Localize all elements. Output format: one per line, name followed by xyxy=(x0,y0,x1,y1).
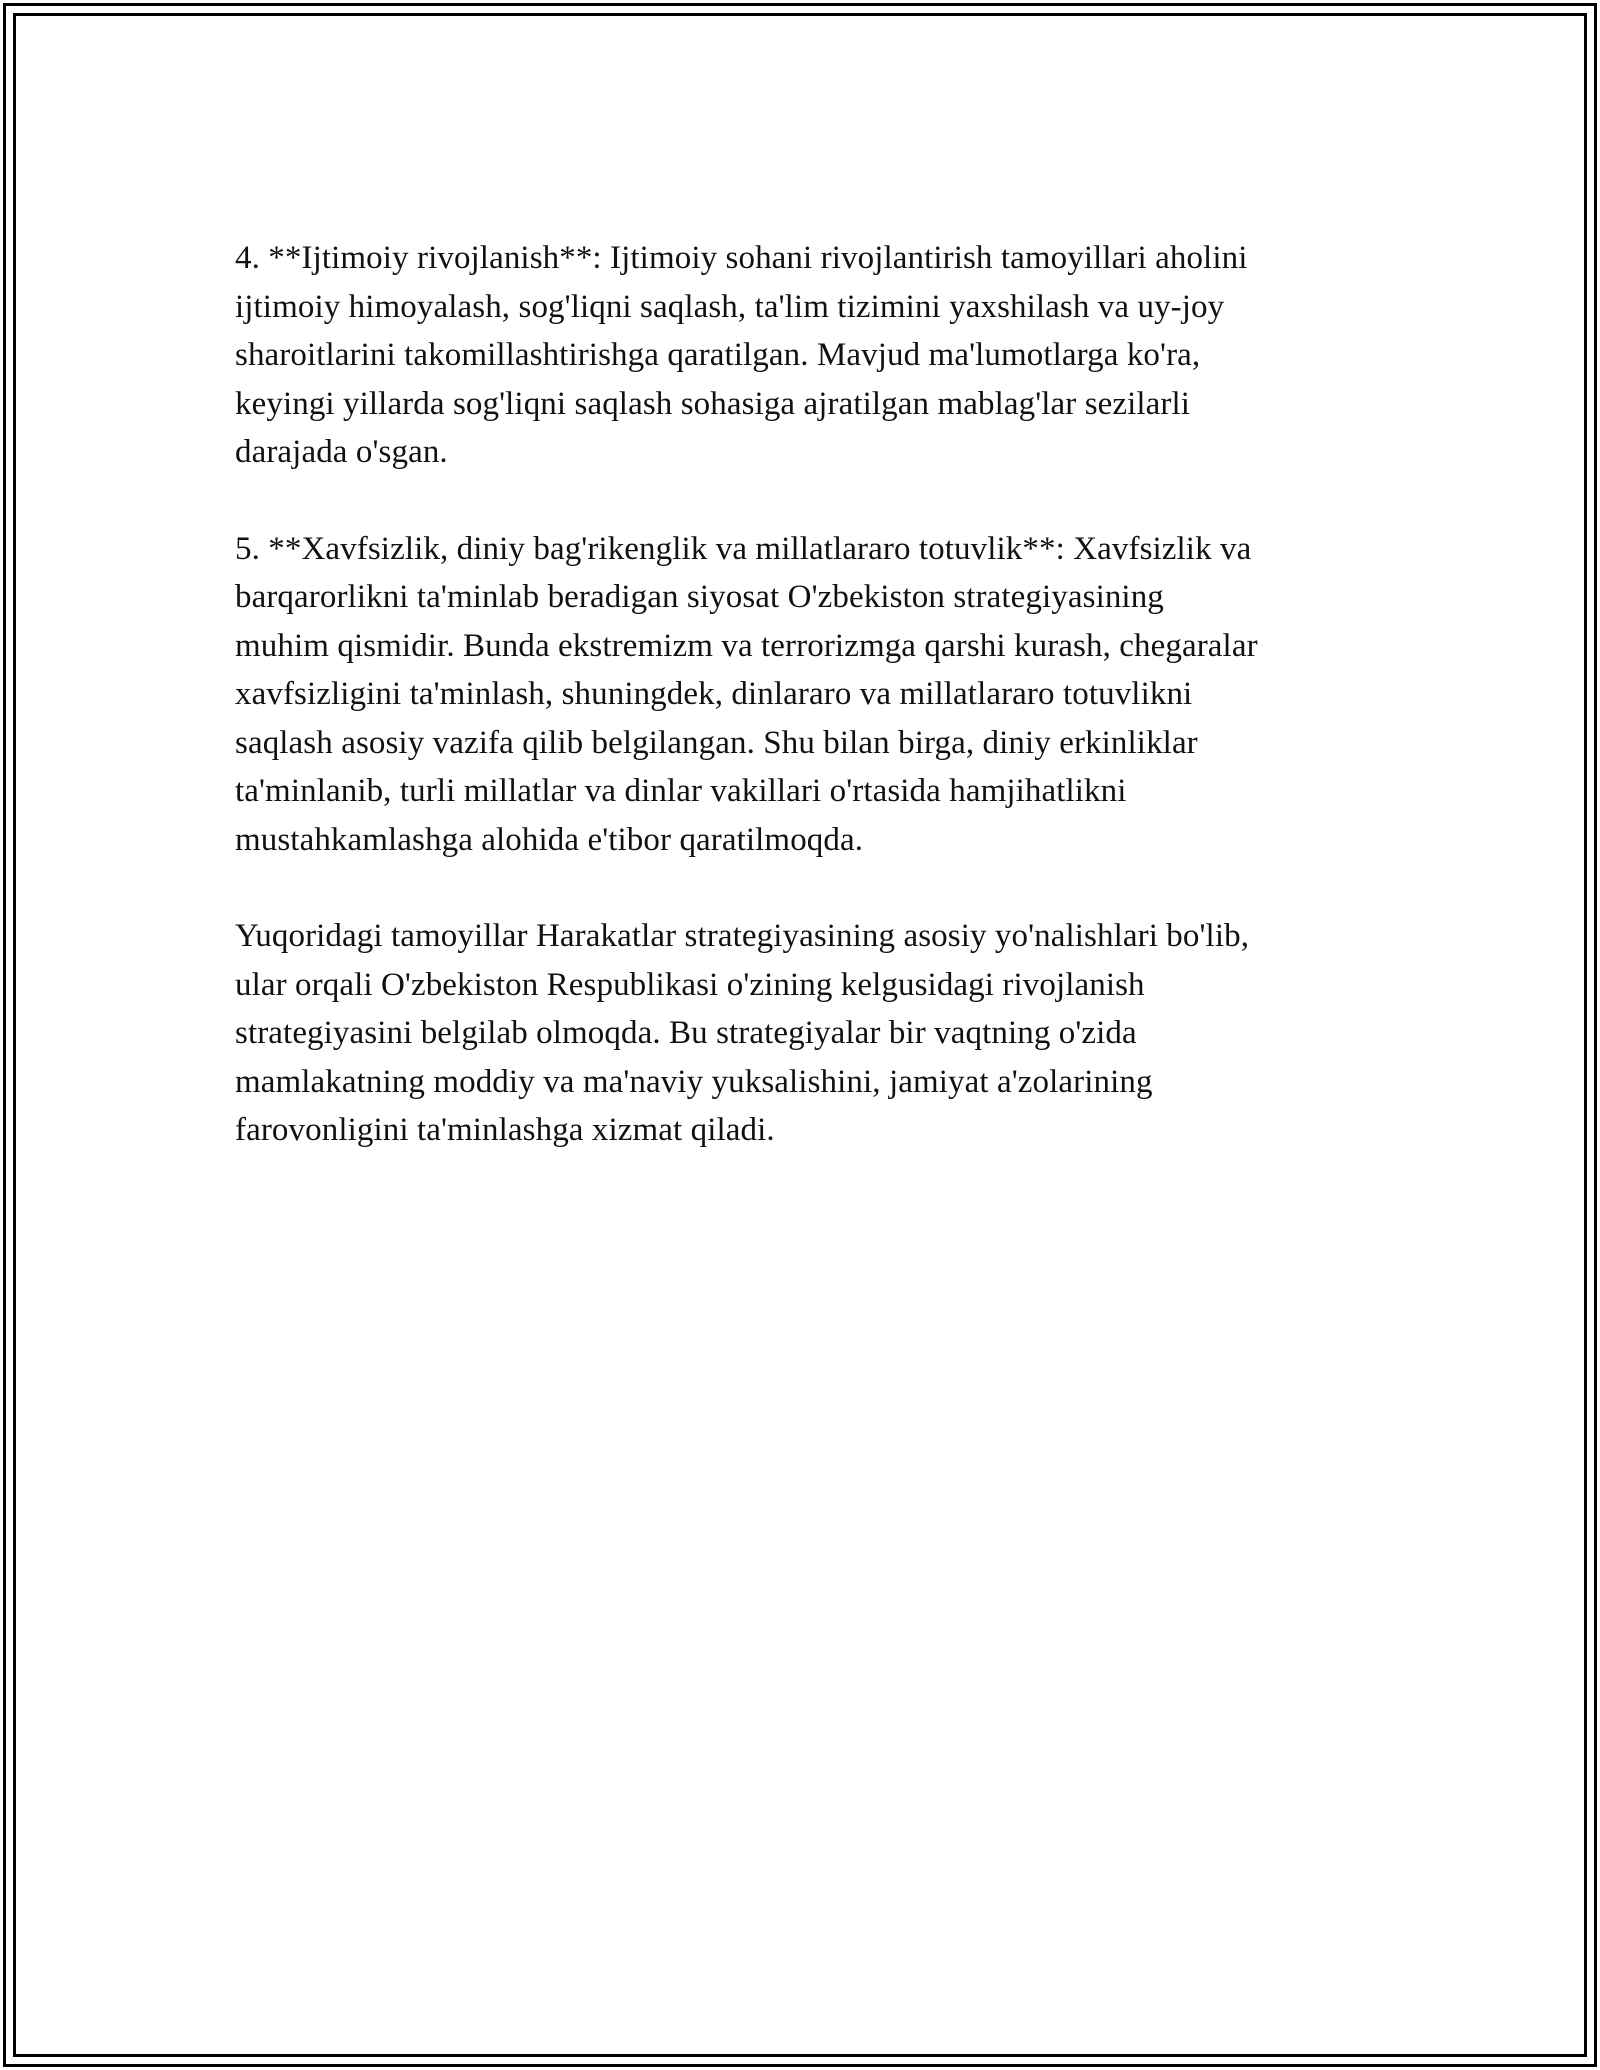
text-line: mamlakatning moddiy va ma'naviy yuksalishini, jamiyat a'zolarining xyxy=(235,1063,1153,1100)
text-line: keyingi yillarda sog'liqni saqlash sohasiga ajratilgan mablag'lar sezilarli xyxy=(235,385,1191,422)
paragraph-social-development xyxy=(235,234,1385,477)
text-line: xavfsizligini ta'minlash, shuningdek, dinlararo va millatlararo totuvlikni xyxy=(235,676,1193,712)
text-line: muhim qismidir. Bunda ekstremizm va terrorizmga qarshi kurash, chegaralar xyxy=(235,627,1258,664)
document-body xyxy=(235,234,1385,1203)
text-line: 5. **Xavfsizlik, diniy bag'rikenglik va millatlararo totuvlik**: Xavfsizlik va xyxy=(235,530,1252,567)
text-line: ular orqali O'zbekiston Respublikasi o'zining kelgusidagi rivojlanish xyxy=(235,966,1145,1003)
text-line: mustahkamlashga alohida e'tibor qaratilmoqda. xyxy=(235,821,864,858)
text-line: ijtimoiy himoyalash, sog'liqni saqlash, ta'lim tizimini yaxshilash va uy-joy xyxy=(235,288,1225,325)
text-line: sharoitlarini takomillashtirishga qaratilgan. Mavjud ma'lumotlarga ko'ra, xyxy=(235,337,1201,373)
text-line: farovonligini ta'minlashga xizmat qiladi. xyxy=(235,1112,775,1148)
text-line: ta'minlanib, turli millatlar va dinlar vakillari o'rtasida hamjihatlikni xyxy=(235,773,1127,809)
paragraph-conclusion xyxy=(235,912,1385,1155)
text-line: saqlash asosiy vazifa qilib belgilangan. Shu bilan birga, diniy erkinliklar xyxy=(235,724,1198,761)
text-line: strategiyasini belgilab olmoqda. Bu strategiyalar bir vaqtning o'zida xyxy=(235,1015,1137,1051)
text-line: darajada o'sgan. xyxy=(235,434,448,470)
text-line: Yuqoridagi tamoyillar Harakatlar strategiyasining asosiy yo'nalishlari bo'lib, xyxy=(235,918,1250,954)
text-line: 4. **Ijtimoiy rivojlanish**: Ijtimoiy sohani rivojlantirish tamoyillari aholini xyxy=(235,240,1248,276)
text-line: barqarorlikni ta'minlab beradigan siyosat O'zbekiston strategiyasining xyxy=(235,579,1164,615)
paragraph-security xyxy=(235,525,1385,865)
